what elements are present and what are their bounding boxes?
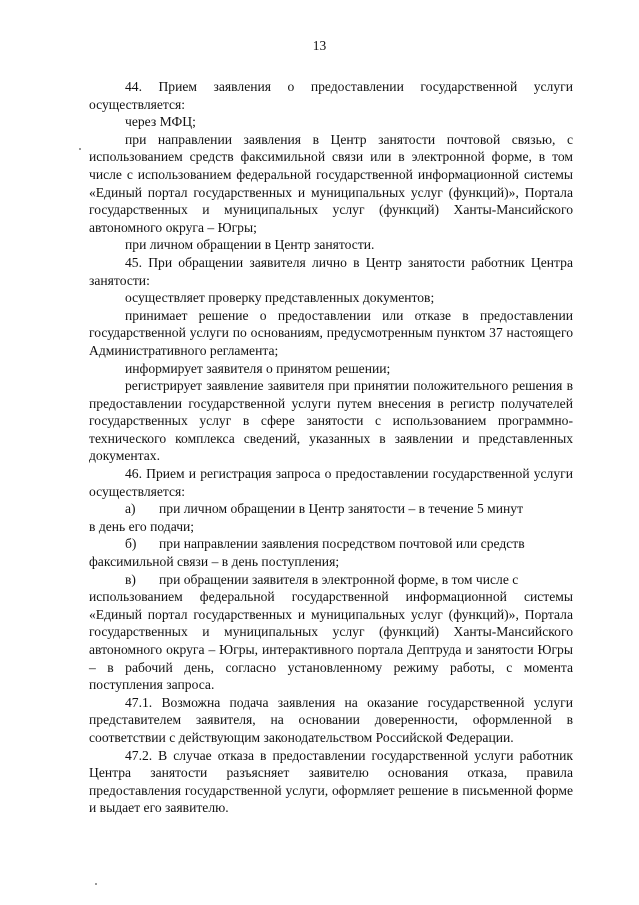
paragraph-47-1: 47.1. Возможна подача заявления на оказание государственной услуги представителем заявителя, на основании доверенности, оформленной в соответствии с действующим законодательством Российской Федерации. (89, 694, 573, 745)
list-item-b (89, 535, 573, 570)
list-text: при личном обращении в Центр занятости – в течение 5 минут (159, 501, 524, 517)
paragraph-mfc: через МФЦ; (125, 114, 196, 130)
paragraph-mail: при направлении заявления в Центр занятости почтовой связью, с использованием средств факсимильной связи или в электронной форме, в том числе с использованием федеральной государственной информационной системы «Единый портал государственных и муниципальных услуг (функций)», Портала государственных и муниципальных услуг (функций) Ханты-Мансийского автономного округа – Югры; (89, 131, 573, 235)
paragraph-register: регистрирует заявление заявителя при принятии положительного решения в предоставлении государственной услуги путем внесения в регистр получателей государственных услуг в сфере занятости с использованием программно-технического комплекса сведений, указанных в заявлении и представленных документах. (89, 378, 573, 464)
list-marker: в) (125, 571, 136, 587)
paragraph-47-2: 47.2. В случае отказа в предоставлении государственной услуги работник Центра занятости разъясняет заявителю основания отказа, правила предоставления государственной услуги, оформляет решение в письменной форме и выдает его заявителю. (89, 747, 573, 816)
paragraph-45: 45. При обращении заявителя лично в Центр занятости работник Центра занятости: (89, 254, 573, 288)
list-marker: б) (125, 536, 137, 552)
list-text-continued: использованием федеральной государственной информационной системы «Единый портал государственных и муниципальных услуг (функций)», Портала государственных и муниципальных услуг (функций) Ханты-Мансийского автономного округа – Югры, интерактивного портала Дептруда и занятости Югры – в рабочий день, согласно установленному режиму работы, с момента поступления запроса. (89, 589, 573, 693)
list-marker: а) (125, 501, 136, 517)
document-body (89, 78, 573, 817)
paragraph-check: осуществляет проверку представленных документов; (125, 290, 435, 306)
paragraph-decision: принимает решение о предоставлении или отказе в предоставлении государственной услуги по основаниям, предусмотренным пунктом 37 настоящего Административного регламента; (89, 307, 573, 358)
paragraph-inform: информирует заявителя о принятом решении; (125, 360, 391, 376)
list-item-c (89, 571, 573, 694)
scan-speck (79, 148, 81, 150)
scan-speck (95, 883, 97, 885)
list-text: при направлении заявления посредством почтовой или средств (159, 536, 525, 552)
page-number: 13 (312, 38, 327, 53)
paragraph-44: 44. Прием заявления о предоставлении государственной услуги осуществляется: (89, 79, 573, 112)
list-text: при обращении заявителя в электронной форме, в том числе с (159, 571, 519, 587)
list-text-continued: в день его подачи; (89, 518, 195, 534)
list-text-continued: факсимильной связи – в день поступления; (89, 554, 340, 570)
list-item-a (89, 500, 573, 535)
paragraph-personal: при личном обращении в Центр занятости. (125, 237, 375, 253)
paragraph-46: 46. Прием и регистрация запроса о предоставлении государственной услуги осуществляется: (89, 466, 573, 499)
